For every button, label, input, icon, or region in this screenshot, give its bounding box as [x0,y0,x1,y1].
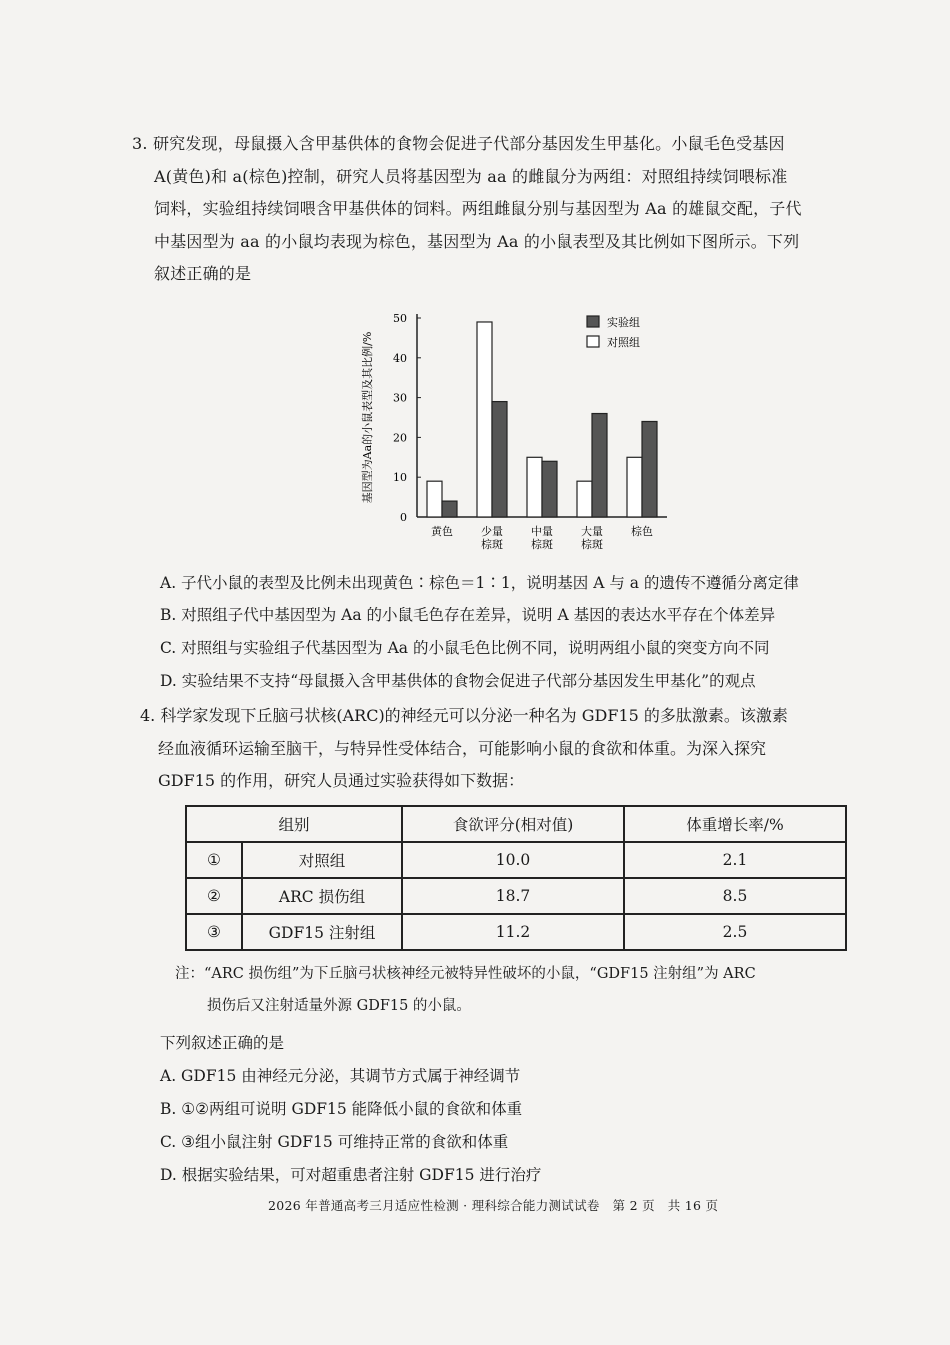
x-category-label: 大量 [581,525,603,538]
table-note [175,958,756,1022]
table-row [186,878,846,914]
y-tick-label: 20 [393,431,407,445]
table-note-line: 损伤后又注射适量外源 GDF15 的小鼠。 [207,998,471,1014]
table-header-row [186,806,846,842]
table-cell: GDF15 注射组 [242,914,402,950]
bar-experiment [642,421,657,517]
table-header: 食欲评分(相对值) [402,806,624,842]
question-4-options [160,1027,541,1192]
table-cell: ③ [186,914,242,950]
bar-control [527,457,542,517]
bar-experiment [592,414,607,517]
x-category-label: 黄色 [431,525,453,538]
question-3-option-b: B. 对照组子代中基因型为 Aa 的小鼠毛色存在差异，说明 A 基因的表达水平存在个体差异 [160,606,776,624]
bar-control [477,322,492,517]
table-cell: 18.7 [402,878,624,914]
table-cell: 2.5 [624,914,846,950]
y-tick-label: 40 [393,351,407,365]
table-cell: 对照组 [242,842,402,878]
question-3-line: 饲料，实验组持续饲喂含甲基供体的饲料。两组雌鼠分别与基因型为 Aa 的雄鼠交配，子代 [154,199,802,218]
page-footer: 2026 年普通高考三月适应性检测 · 理科综合能力测试试卷 第 2 页 共 16 页 [268,1198,719,1213]
table-row [186,914,846,950]
bar-control [577,481,592,517]
table-cell: ② [186,878,242,914]
question-3-line: 叙述正确的是 [154,264,252,283]
x-category-label: 棕斑 [481,538,503,551]
question-4-option-d: D. 根据实验结果，可对超重患者注射 GDF15 进行治疗 [160,1166,542,1184]
x-category-label: 棕斑 [581,538,603,551]
bar-experiment [492,402,507,517]
table-cell: 10.0 [402,842,624,878]
question-4-option-a: A. GDF15 由神经元分泌，其调节方式属于神经调节 [160,1067,521,1085]
legend-label: 对照组 [607,336,640,349]
x-category-label: 棕斑 [531,538,553,551]
question-3-option-d: D. 实验结果不支持“母鼠摄入含甲基供体的食物会促进子代部分基因发生甲基化”的观点 [160,672,756,690]
legend-label: 实验组 [607,316,640,329]
question-4-option-b: B. ①②两组可说明 GDF15 能降低小鼠的食欲和体重 [160,1100,523,1118]
legend-swatch [587,336,599,347]
question-3-line: 3. 研究发现，母鼠摄入含甲基供体的食物会促进子代部分基因发生甲基化。小鼠毛色受基因 [132,134,785,153]
table-cell: ① [186,842,242,878]
question-3-stem [132,128,892,291]
x-category-label: 中量 [531,525,553,538]
legend-swatch [587,316,599,327]
table-cell: 11.2 [402,914,624,950]
table-cell: 8.5 [624,878,846,914]
y-tick-label: 30 [393,391,407,405]
question-4-line: 经血液循环运输至脑干，与特异性受体结合，可能影响小鼠的食欲和体重。为深入探究 [158,738,767,758]
question-4-prompt: 下列叙述正确的是 [160,1034,285,1052]
table-header: 组别 [186,806,402,842]
y-axis-label: 基因型为Aa的小鼠表型及其比例/% [361,331,374,504]
question-3-option-c: C. 对照组与实验组子代基因型为 Aa 的小鼠毛色比例不同，说明两组小鼠的突变方向不同 [160,639,770,657]
table-cell: ARC 损伤组 [242,878,402,914]
question-3-option-a: A. 子代小鼠的表型及比例未出现黄色∶棕色＝1∶1，说明基因 A 与 a 的遗传不遵循分离定律 [160,574,799,592]
y-tick-label: 50 [393,312,407,325]
y-tick-label: 0 [400,511,407,524]
table-row [186,842,846,878]
question-4-line: 4. 科学家发现下丘脑弓状核(ARC)的神经元可以分泌一种名为 GDF15 的多肽激素。该激素 [140,706,788,725]
question-4-line: GDF15 的作用，研究人员通过实验获得如下数据： [158,771,525,790]
table-header: 体重增长率/% [624,806,846,842]
question-3-line: A(黄色)和 a(棕色)控制，研究人员将基因型为 aa 的雌鼠分为两组：对照组持续饲喂标准 [154,166,788,186]
bar-experiment [542,461,557,517]
question-4-option-c: C. ③组小鼠注射 GDF15 可维持正常的食欲和体重 [160,1133,509,1151]
x-category-label: 棕色 [631,525,653,538]
question-3-line: 中基因型为 aa 的小鼠均表现为棕色，基因型为 Aa 的小鼠表型及其比例如下图所示。下列 [154,231,800,251]
x-category-label: 少量 [481,525,503,538]
bar-control [427,481,442,517]
table-note-line: 注：“ARC 损伤组”为下丘脑弓状核神经元被特异性破坏的小鼠，“GDF15 注射组”为 ARC [175,966,756,982]
phenotype-bar-chart [355,305,700,555]
experiment-data-table [185,805,847,951]
bar-control [627,457,642,517]
question-4-stem [140,700,788,798]
bar-experiment [442,501,457,517]
y-tick-label: 10 [393,471,407,485]
table-cell: 2.1 [624,842,846,878]
